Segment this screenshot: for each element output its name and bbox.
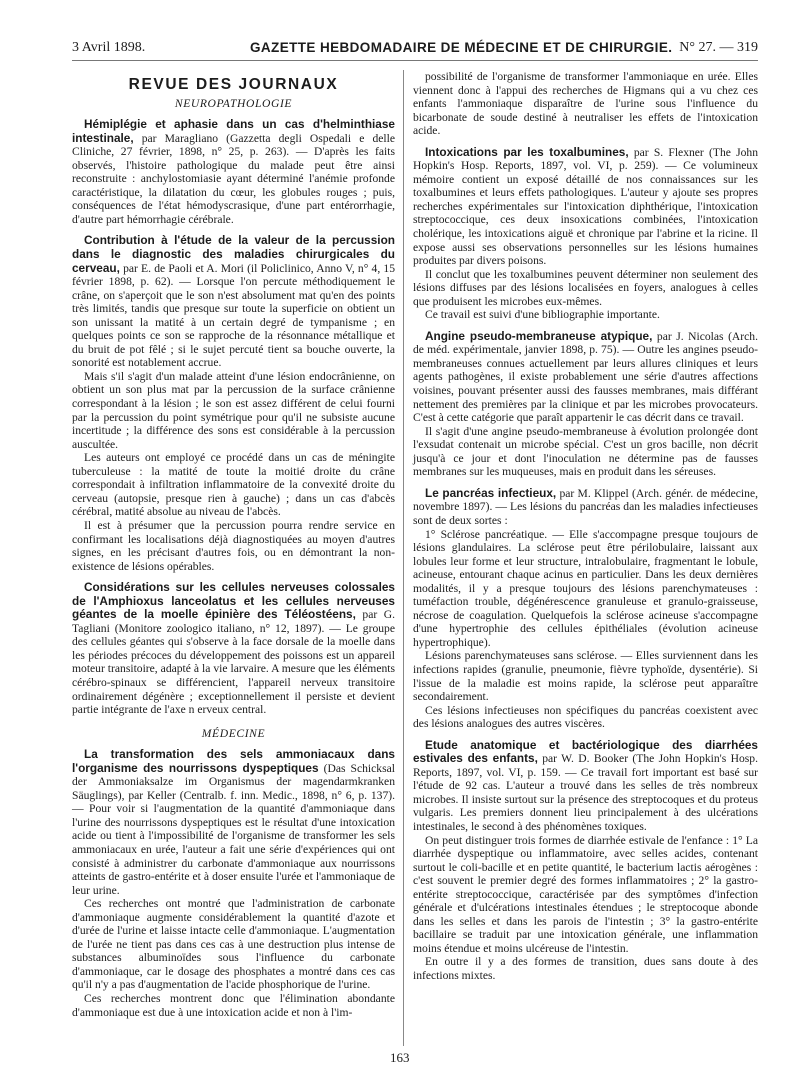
paragraph: Il conclut que les toxalbumines peuvent déterminer non seulement des lésions diffuses par des lésions localisées en foyers, analogues à celles que produisent les microbes eux-mêmes. <box>413 267 758 308</box>
running-header <box>72 38 758 61</box>
page-number: 163 <box>390 1050 410 1065</box>
article-sels-ammoniacaux <box>72 748 395 897</box>
article-body: (Das Schicksal der Ammoniaksalze im Organismus der magendarmkranken Säuglings), par Keller (Centralb. f. inn. Medic., 1898, n° 6, p. 137). — Pour voir si l'augmentation de la quantité d'ammoniaque dans l'urine des nourrissons dyspeptiques est le résultat d'une intoxication acide ou tient à l'impossibilité de l'organisme de transformer les sels ammoniacaux en urée, l'auteur a fait une série d'expériences qui ont consisté à administrer du carbonate d'ammoniaque aux nourrissons atteints de gastro-entérite et à doser ensuite l'urée et l'ammoniaque de leur urine. <box>72 761 395 897</box>
article-body: par M. Klippel (Arch. génér. de médecine, novembre 1897). — Les lésions du pancréas dan les maladies infectieuses sont de deux sortes : <box>413 486 758 527</box>
article-amphioxus <box>72 581 395 716</box>
header-issue-page: N° 27. — 319 <box>679 40 758 55</box>
article-title: Intoxications par les toxalbumines, <box>425 144 629 159</box>
article-body: par W. D. Booker (The John Hopkin's Hosp. Reports, 1897, vol. VI, p. 159. — Ce travail fort important est basé sur l'étude de 92 cas. L'auteur a trouvé dans les selles de très nombreux microbes. Il insiste surtout sur la présence des streptocoques et du proteus vulgaris. Les premiers donnent lieu principalement à des ulcérations intestinales, le second à des phénomènes toxiques. <box>413 752 759 833</box>
paragraph: 1° Sclérose pancréatique. — Elle s'accompagne presque toujours de lésions glandulaires. La sclérose peut être périlobulaire, laissant aux lobules leur forme et leur structure, intralobulaire, fragmentant le lobule, acineuse, entourant chaque acinus en particulier. Dans les deux dernières modalités, il y a presque toujours des lésions parenchymateuses : tuméfaction trouble, dégénérescence granuleuse et granulo-graisseuse, nécrose de coagulation. Quelquefois la sclérose acineuse s'accompagne d'une hypertrophie des cellules épithéliales (évolution acineuse hypertrophique). <box>413 527 758 649</box>
paragraph: Ces lésions infectieuses non spécifiques du pancréas coexistent avec des lésions analogues des autres viscères. <box>413 703 758 731</box>
left-column <box>72 70 395 1019</box>
article-pancreas <box>413 487 758 528</box>
column-divider <box>403 70 404 1046</box>
article-title: Angine pseudo-membraneuse atypique, <box>425 328 653 343</box>
article-body: par G. Tagliani (Monitore zoologico italiano, n° 12, 1897). — Le groupe des cellules géantes qui s'observe à la face dorsale de la moelle dans les périodes précoces du développement des poissons est un appareil moteur transitoire, adapté à la vie larvaire. A mesure que les éléments cérébro-spinaux se différencient, l'appareil nerveux transitoire ordinairement dégénère ; exceptionnellement il persiste et devient partie intégrante de l'axe n erveux central. <box>72 608 396 717</box>
subsection-neuropathologie: NEUROPATHOLOGIE <box>174 96 293 110</box>
article-toxalbumines <box>413 146 758 268</box>
paragraph: Ces recherches montrent donc que l'élimination abondante d'ammoniaque est due à une intoxication acide et non à l'im- <box>72 992 395 1019</box>
article-angine <box>413 330 758 425</box>
paragraph: Les auteurs ont employé ce procédé dans un cas de méningite tuberculeuse : la matité de toute la moitié droite du crâne correspondait à infiltration inflammatoire de la convexité droite du cerveau (autopsie, presque rien à gauche) ; dans un cas d'abcès cérébral, matité absolue au niveau de l'abcès. <box>72 451 395 519</box>
article-body: par E. de Paoli et A. Mori (il Policlinico, Anno V, n° 4, 15 février 1898, p. 62). — Lorsque l'on percute méthodiquement le crâne, on s'aperçoit que le son n'est absolument mat qu'en des points très limités, tandis que presque sur toute la superficie on obtient un son unissant la matité à un certain degré de tympanisme ; en quelques points ce son se rapproche de la résonnance métallique et du bruit de pot fêlé ; si le sujet percuté tient sa bouche ouverte, la sonorité est notablement accrue. <box>72 261 395 370</box>
article-title: La transformation des sels ammoniacaux dans l'organisme des nourrissons dyspeptiques <box>72 747 395 775</box>
paragraph: Ce travail est suivi d'une bibliographie importante. <box>425 308 660 322</box>
article-diarrhees <box>413 739 758 834</box>
paragraph-continuation: possibilité de l'organisme de transformer l'ammoniaque en urée. Elles viennent donc à l'appui des recherches de Higmans qui a vu chez ces enfants l'ammoniaque disparaître de l'urine sous l'influence du bicarbonate de soude destiné à neutraliser les effets de l'intoxication acide. <box>413 70 758 138</box>
header-date: 3 Avril 1898. <box>72 40 146 55</box>
right-column <box>413 70 758 983</box>
article-title: Considérations sur les cellules nerveuses colossales de l'Amphioxus lanceolatus et les cellules nerveuses géantes de la moelle épinière des Téléostéens, <box>72 580 395 622</box>
article-title: Etude anatomique et bactériologique des diarrhées estivales des enfants, <box>413 737 758 766</box>
paragraph: Mais s'il s'agit d'un malade atteint d'une lésion endocrânienne, on obtient un son plus mat par la percussion de la surface crânienne correspondant à la lésion ; le son est assez différent de celui fourni par la percussion du point symétrique pour qu'il ne subsiste aucune incertitude ; la différence des sons est considérable à la percussion auscultée. <box>72 369 395 451</box>
paragraph: On peut distinguer trois formes de diarrhée estivale de l'enfance : 1° La diarrhée dyspeptique ou inflammatoire, avec selles acides, contenant surtout le coli-bacille et en petite quantité, le bacterium lactis aérogènes : c'est souvent le premier degré des formes inflammatoires ; 2° la gastro-entérite streptococcique, caractérisée par des symptômes d'infection générale et d'ulcérations intestinales étendues ; le streptocoque abonde dans les selles et dans les parois de l'intestin ; 3° la gastro-entérite bacillaire se traduit par une intoxication générale, une inflammation moins étendue et moins ulcéreuse de l'intestin. <box>413 833 758 955</box>
subsection-medecine: MÉDECINE <box>201 726 266 740</box>
article-title: Contribution à l'étude de la valeur de la percussion dans le diagnostic des maladies chirurgicales du cerveau, <box>72 233 395 275</box>
paragraph: Il est à présumer que la percussion pourra rendre service en confirmant les localisations déjà diagnostiquées au moyen d'autres signes, en les précisant d'autres fois, ou en démontrant la non-existence de lésions opérables. <box>72 518 395 573</box>
article-title: Hémiplégie et aphasie dans un cas d'helminthiase intestinale, <box>72 117 395 145</box>
article-hemiplegie <box>72 118 395 226</box>
section-title: REVUE DES JOURNAUX <box>128 76 339 93</box>
paragraph: Ces recherches ont montré que l'administration de carbonate d'ammoniaque augmente considérablement la quantité d'azote et d'urée de l'urine et laisse intacte celle d'ammoniaque. L'augmentation de l'urée ne tient pas dans ces cas à une destruction plus intense de substances albuminoïdes sous l'influence du carbonate d'ammoniaque, car le dosage des phosphates a montré dans ces cas qu'il n'y a pas d'augmentation de l'acide phosphorique de l'urine. <box>72 897 395 992</box>
article-body: par J. Nicolas (Arch. de méd. expérimentale, janvier 1898, p. 75). — Outre les angines pseudo-membraneuses connues actuellement par leurs allures cliniques et leurs agents pathogènes, il existe probablement une série d'autres affections voisines, pouvant présenter aussi des fausses membranes, mais différant nettement des premières par la clinique et par les microbes provocateurs. C'est à cette catégorie que paraît appartenir le cas décrit dans ce travail. <box>413 329 759 425</box>
paragraph: En outre il y a des formes de transition, dues sans doute à des infections mixtes. <box>413 955 758 982</box>
paragraph: Lésions parenchymateuses sans sclérose. — Elles surviennent dans les infections rapides (granulie, pneumonie, fièvre typhoïde, dysentérie). Si l'issue de la maladie est moins rapide, la sclérose peut apparaître secondairement. <box>413 649 758 704</box>
article-body: par Maragliano (Gazzetta degli Ospedali e delle Cliniche, 27 février, 1898, n° 25, p. 263). — D'après les faits observés, l'histoire pathologique du malade peut être ainsi reconstruite : anchylostomiasie ayant déterminé l'anémie profonde caractéristique, la dilatation du cœur, les globules rouges ; puis, conséquences de l'état hémodyscrasique, d'une part entérorrhagie, d'autre part hémorrhagie cérébrale. <box>72 131 395 226</box>
article-title: Le pancréas infectieux, <box>425 485 557 500</box>
paragraph: Il s'agit d'une angine pseudo-membraneuse à évolution prolongée dont l'exsudat contenait un microbe spécial. C'est un gros bacille, non décrit jusqu'à ce jour et dont l'inoculation ne détermine pas de fausses membranes sur les muqueuses, mais en produit dans les séreuses. <box>413 424 758 479</box>
article-body: par S. Flexner (The John Hopkin's Hosp. Reports, 1897, vol. VI, p. 259). — Ce volumineux mémoire contient un exposé détaillé de nos connaissances sur les toxalbumines et leurs effets pathologiques. L'auteur y ajoute ses propres recherches expérimentales sur l'intoxication diphthérique, l'intoxication streptococcique, ces deux insoxications combinées, l'intoxication cholérique, les intoxications aiguë et chronique par l'abrine et la ricine. Il expose aussi ses observations personnelles sur les lésions humaines produites par divers poisons. <box>413 145 758 268</box>
article-percussion <box>72 234 395 369</box>
header-journal-title: GAZETTE HEBDOMADAIRE DE MÉDECINE ET DE CHIRURGIE. <box>250 40 673 55</box>
